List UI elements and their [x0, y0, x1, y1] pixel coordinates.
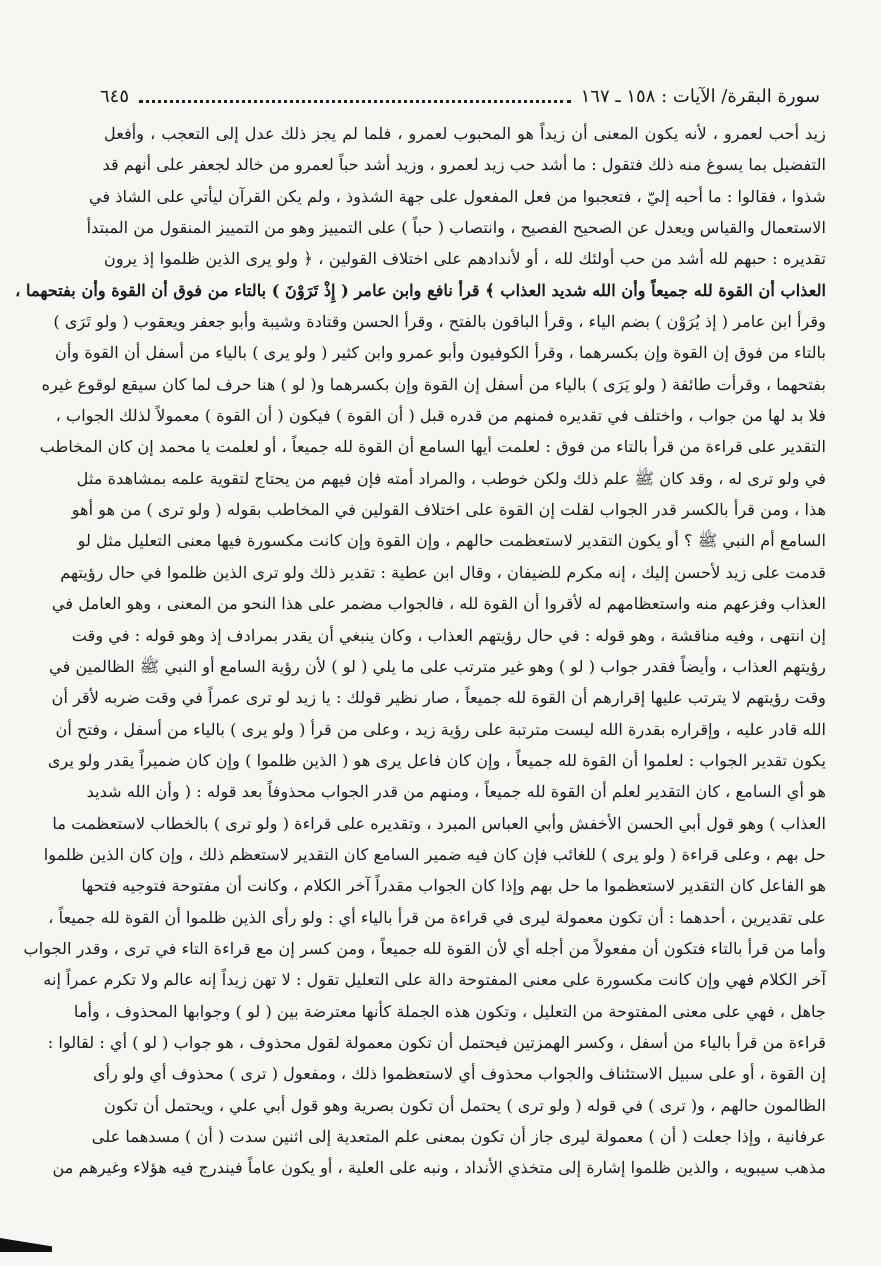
running-title: سورة البقرة/ الآيات : ١٥٨ ـ ١٦٧ [580, 85, 820, 107]
text-line: في ولو ترى له ، وقد كان ﷺ علم ذلك ولكن خوطب ، والمراد أمته فإن فيهم من يحتاج لتقوية علمه بمشاهدة مثل [76, 468, 826, 488]
text-line: الله قادر عليه ، وإقراره بقدرة الله ليست مترتبة على رؤية زيد ، وعلى من قرأ ( ولو يرى ) بالياء من أسفل ، وفتح أن [55, 719, 826, 739]
text-line: آخر الكلام فهي وإن كانت مكسورة على معنى المفتوحة دالة على التعليل تقول : لا تهن زيداً إنه عالم ولا تكرم عمراً إنه [43, 970, 826, 990]
text-line: جاهل ، فهي على معنى المفتوحة من التعليل ، وتكون هذه الجملة كأنها معترضة بين ( لو ) وجوابها المحذوف ، وأما [73, 1001, 826, 1021]
text-line: إن القوة ، أو على سبيل الاستئناف والجواب محذوف أي لاستعظموا ذلك ، ومفعول ( ترى ) محذوف أي ولو رأى [92, 1064, 826, 1084]
dotted-leader [139, 98, 571, 103]
text-line: بالتاء من فوق إن القوة وإن بكسرهما ، وقرأ الكوفيون وأبو عمرو وابن كثير ( ولو يرى ) بالياء من أسفل أن القوة وأن [54, 343, 826, 363]
text-line: الاستعمال والقياس ويعدل عن الصحيح الفصيح ، وانتصاب ( حباً ) على التمييز وهو من التمييز المنقول من المبتدأ [86, 218, 826, 238]
text-line: العذاب أن القوة لله جميعاً وأن الله شديد العذاب ﴾ قرأ نافع وابن عامر ( إِذْ تَرَوْنَ ) بالتاء من فوق أن القوة وأن بفتحهما ، [15, 280, 826, 300]
text-line: عرفانية ، وإذا جعلت ( أن ) معمولة ليرى جاز أن تكون بمعنى علم المتعدية إلى اثنين سدت ( أن ) مسدهما على [91, 1127, 826, 1146]
text-line: يكون تقدير الجواب : لعلموا أن القوة لله جميعاً ، وإن كان فاعل يرى هو ( الذين ظلموا ) وإن كان ضميراً يقدر ولو يرى [47, 750, 826, 770]
text-line: تقديره : حبهم لله أشد من حب أولئك لله ، أو لأندادهم على اختلاف القولين ، ﴿ ولو يرى الذين ظلموا إذ يرون [104, 249, 826, 269]
text-line: فلا بد لها من جواب ، واختلف في تقديره فمنهم من قدره قبل ( أن القوة ) فيكون ( أن القوة ) معمولاً لذلك الجواب ، [55, 406, 826, 426]
page-number: ٦٤٥ [100, 85, 130, 107]
text-line: إن انتهى ، وفيه مناقشة ، وهو قوله : في حال رؤيتهم العذاب ، وكان ينبغي أن يقدر بمرادف إذ وهو قوله : في وقت [71, 625, 826, 645]
text-line: العذاب ) وهو قول أبي الحسن الأخفش وأبي العباس المبرد ، وتقديره على قراءة ( ولو ترى ) بالخطاب لاستعظمت ما [52, 813, 826, 833]
text-line: هذا ، ومن قرأ بالكسر قدر الجواب لقلت إن القوة على اختلاف القولين في المخاطب بقوله ( ولو ترى ) من هو أهو [71, 500, 826, 520]
text-line: قراءة من قرأ بالياء من أسفل ، وكسر الهمزتين فيحتمل أن تكون معمولة لقول محذوف ، هو جواب ( لو ) أي : لقالوا : [47, 1032, 826, 1052]
text-line: التفضيل بما يسوغ منه ذلك فتقول : ما أشد حب زيد لعمرو ، وزيد أشد حباً لعمرو من خالد لجعفر على أنهم قد [102, 155, 826, 175]
text-line: السامع أم النبي ﷺ ؟ أو يكون التقدير لاستعظمت حالهم ، وإن القوة وإن كانت مكسورة فيها معنى التعليل مثل لو [77, 531, 826, 551]
text-line: على تقديرين ، أحدهما : أن تكون معمولة ليرى في قراءة من قرأ بالياء أي : ولو رأى الذين ظلموا أن القوة لله جميعاً ، [48, 907, 826, 927]
text-line: وقرأ ابن عامر ( إذ يُرَوْن ) بضم الياء ، وقرأ الباقون بالفتح ، وقرأ الحسن وقتادة وشيبة وأبو جعفر ويعقوب ( ولو تَرَى ) [53, 312, 826, 332]
text-line: بفتحهما ، وقرأت طائفة ( ولو يَرَى ) بالياء من أسفل إن القوة وإن بكسرهما و( لو ) هنا حرف لما كان سيقع لوقوع غيره [41, 374, 826, 394]
text-line: العذاب وفزعهم منه واستعظامهم له لأقروا أن القوة لله ، فالجواب مضمر على هذا النحو من المعنى ، وهو العامل في [51, 594, 826, 614]
text-line: مذهب سيبويه ، والذين ظلموا إشارة إلى متخذي الأنداد ، ونبه على العلية ، أو يكون عاماً فيندرج فيه هؤلاء وغيرهم من [52, 1158, 826, 1178]
text-line: هو أي السامع ، كان التقدير لعلم أن القوة لله جميعاً ، ومنهم من قدر الجواب محذوفاً بعد قوله : ( وأن الله شديد [86, 782, 826, 802]
text-line: هو الفاعل كان التقدير لاستعظموا ما حل بهم وإذا كان الجواب مقدراً آخر الكلام ، وكانت أن مفتوحة فتوجيه فتحها [81, 876, 826, 896]
text-line: زيد أحب لعمرو ، لأنه يكون المعنى أن زيداً هو المحبوب لعمرو ، فلما لم يجز ذلك عدل إلى التعجب ، وأفعل [104, 124, 826, 143]
text-line: وقت رؤيتهم لا يترتب عليها إقرارهم أن القوة لله جميعاً ، صار نظير قولك : يا زيد لو ترى عمراً في وقت ضربه لأقر أن [51, 688, 826, 708]
body-text [15, 118, 826, 1184]
scan-edge-mark [0, 1238, 52, 1252]
text-line: قدمت على زيد لأحسن إليك ، إنه مكرم للضيفان ، وقال ابن عطية : تقدير ذلك ولو ترى الذين ظلموا في حال رؤيتهم [60, 562, 826, 582]
page-header [100, 82, 820, 110]
text-line: رؤيتهم العذاب ، وأيضاً فقدر جواب ( لو ) وهو غير مترتب على ما يلي ( لو ) لأن رؤية السامع أو النبي ﷺ الظالمين في [49, 656, 826, 676]
text-line: شذوا ، فقالوا : ما أحبه إليّ ، فتعجبوا من فعل المفعول على جهة الشذوذ ، ولم يكن القرآن ليأتي على الشاذ في [88, 186, 826, 206]
text-line: التقدير على قراءة من قرأ بالتاء من فوق : لعلمت أيها السامع أن القوة لله جميعاً ، أو لعلمت يا محمد إن كان المخاطب [39, 437, 826, 457]
text-line: وأما من قرأ بالتاء فتكون أن مفعولاً من أجله أي لأن القوة لله جميعاً ، ومن كسر إن مع قراءة التاء في ترى ، وقدر الجواب [23, 938, 826, 958]
text-line: الظالمون حالهم ، و( ترى ) في قوله ( ولو ترى ) يحتمل أن تكون بصرية وهو قول أبي علي ، ويحتمل أن تكون [104, 1095, 826, 1115]
text-line: حل بهم ، وعلى قراءة ( ولو يرى ) للغائب فإن كان فيه ضمير السامع كان التقدير لاستعظم ذلك ، وإن كان الذين ظلموا [43, 844, 826, 864]
